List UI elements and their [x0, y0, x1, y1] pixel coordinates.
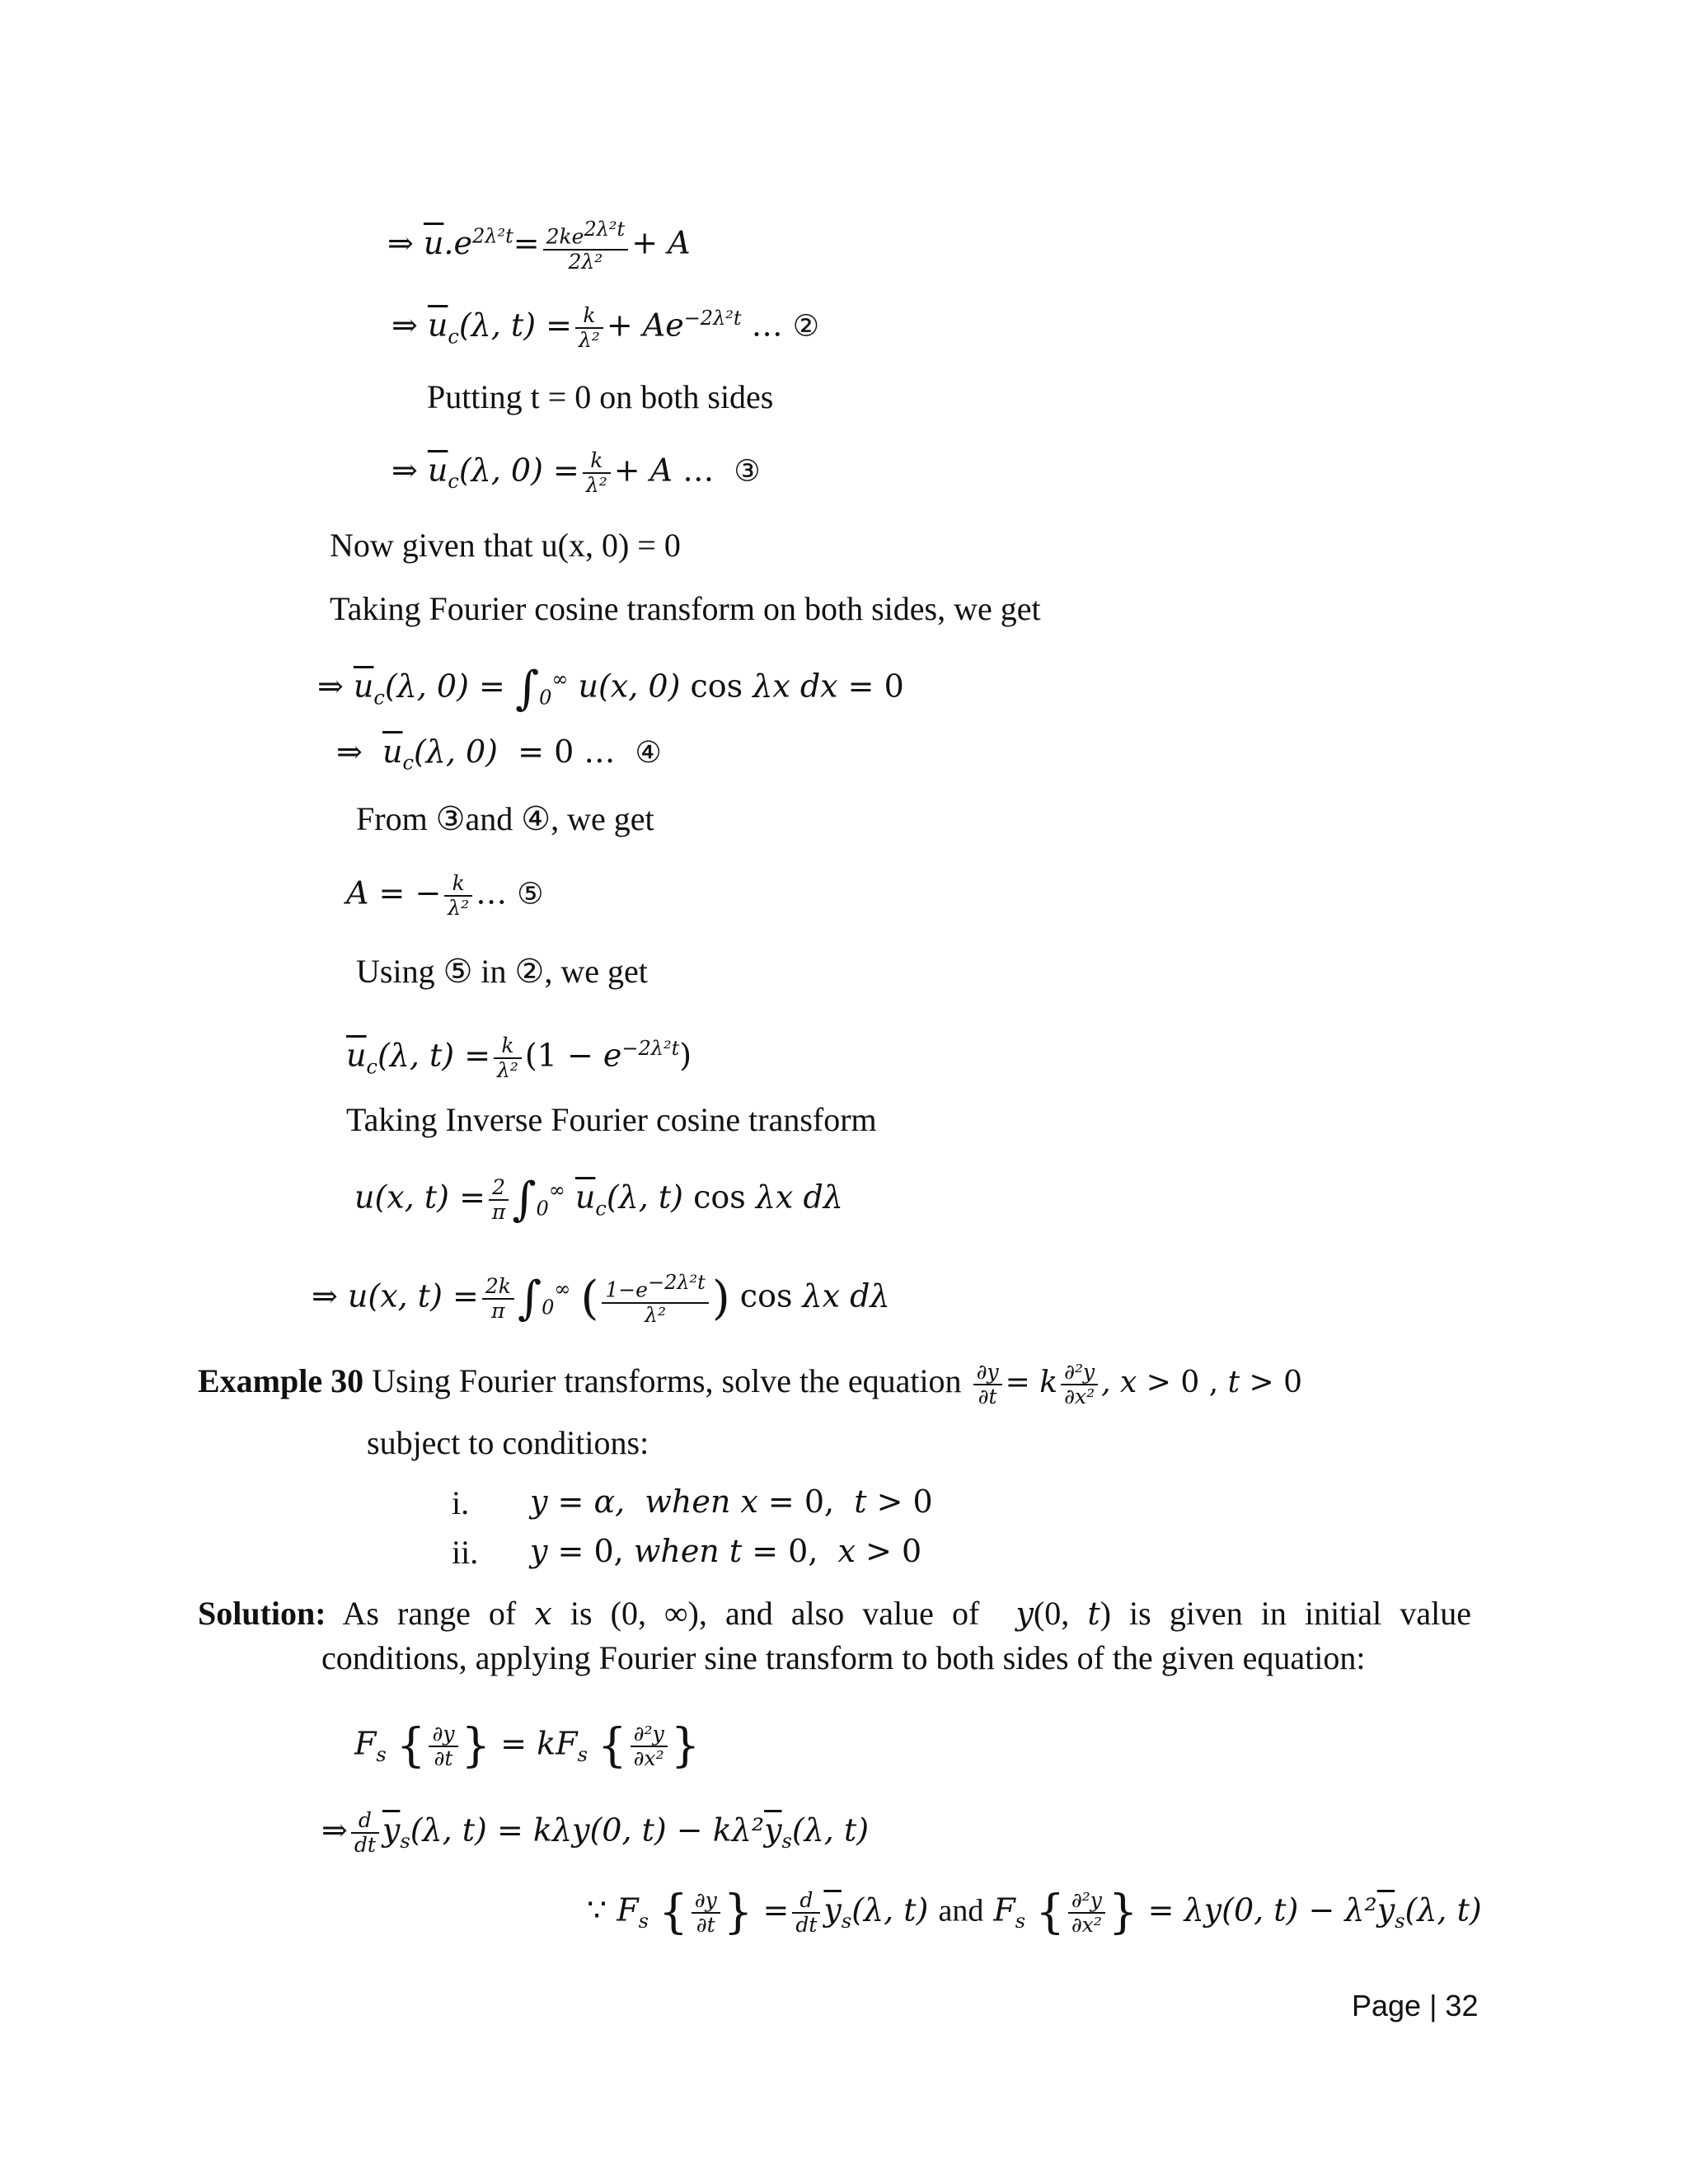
- fraction: $\frac{\partial y}{\partial t}$: [429, 1722, 457, 1770]
- example-equation: $\frac{\partial y}{\partial t}$ = k $\frac{\text{∂²y}}{\text{∂x²}}$ , x > 0 , t > 0: [970, 1366, 1303, 1399]
- taking-inverse-text: Taking Inverse Fourier cosine transform: [346, 1101, 877, 1138]
- page-number: Page | 32: [1352, 1989, 1479, 2022]
- subject-text: subject to conditions:: [367, 1424, 649, 1461]
- solution-equation-2: ⇒ $\frac{d}{dt}$ $\overline{y}_s(\lambda$, t) = kλy(0, $t) - k\lambda^2\overline{y}_s(\lambda$, t): [321, 1808, 870, 1857]
- putting-text: Putting t = 0 on both sides: [427, 378, 774, 415]
- solution-line-1: Solution: As range of x is (0, ∞), and also value of y(0, t) is given in initial value: [198, 1595, 1471, 1632]
- fraction: $\frac{\text{∂²y}}{\text{∂x²}}$: [1061, 1361, 1098, 1408]
- example-text: Using Fourier transforms, solve the equation: [372, 1362, 962, 1399]
- fraction: $\frac{1-e^{-2\lambda^2t}}{\text{λ²}}$: [602, 1271, 709, 1326]
- condition-1-number: i.: [452, 1484, 470, 1521]
- solution-equation-3: ∵ $F_s$ { $\frac{\partial y}{\partial t}$ } = $\frac{d}{dt}$ $\overline{y}_s(\lambda$, t) and $F_s$ { $\frac{\text{∂²y}}{\text{∂x²}}$ } = λy(0, $t) - \lambda^2\overline{y}_s(\lambda$, t): [587, 1886, 1482, 1939]
- equation-line-1: ⇒ $\overline{u}.e^{2\lambda^2t}=$ $\frac{2ke^{2\lambda^2t}}{\text{2λ²}}$ + A: [387, 218, 691, 274]
- from-3-4-text: From ③and ④, we get: [356, 800, 654, 837]
- equation-line-2: ⇒ $\overline{u}_c(\lambda$, t) = $\frac{k}{\text{λ²}}$ + $Ae^{-2\lambda^2t}$ … ②: [392, 303, 820, 353]
- fraction: $\frac{2k}{\pi}$: [482, 1275, 514, 1323]
- equation-line-4: ⇒ $\overline{u}_c(\lambda$, $0) = \int_0^\infty$ u(x, 0) cos λx dx = 0: [317, 662, 904, 716]
- equation-line-8: u(x, t) = $\frac{2}{\pi}$ $\int_0^\infty$ $\overline{u}_c(\lambda$, t) cos λx dλ: [354, 1173, 843, 1227]
- example-30-statement: [198, 1360, 1471, 1408]
- equation-line-9: ⇒ u(x, t) = $\frac{2k}{\pi}$ $\int_0^\infty$ ( $\frac{1-e^{-2\lambda^2t}}{\text{λ²}}$ ) cos λx dλ: [312, 1271, 890, 1327]
- example-label: Example 30: [198, 1362, 364, 1399]
- solution-equation-1: $F_s$ { $\frac{\partial y}{\partial t}$ } = $kF_s$ { $\frac{\text{∂²y}}{\text{∂x²}}$ }: [354, 1719, 701, 1773]
- fraction: $\frac{\text{∂²y}}{\text{∂x²}}$: [1068, 1889, 1105, 1937]
- fraction: $\frac{k}{\text{λ²}}$: [444, 872, 472, 920]
- fraction: $\frac{k}{\text{λ²}}$: [575, 304, 603, 352]
- equation-line-7: $\overline{u}_c(\lambda$, t) = $\frac{k}{\text{λ²}}$ $(1 - e^{-2\lambda^2t})$: [346, 1033, 692, 1083]
- solution-line-2: conditions, applying Fourier sine transform to both sides of the given equation:: [321, 1639, 1366, 1676]
- solution-label: Solution:: [198, 1595, 326, 1632]
- fraction: $\frac{\partial y}{\partial t}$: [692, 1889, 720, 1937]
- fraction: $\frac{d}{dt}$: [351, 1809, 379, 1857]
- fraction: $\frac{k}{\text{λ²}}$: [583, 449, 611, 497]
- condition-2: y = 0, when t = 0, x > 0: [530, 1533, 922, 1569]
- fraction: $\frac{2ke^{2\lambda^2t}}{\text{2λ²}}$: [543, 218, 629, 273]
- condition-1: y = α, when x = 0, t > 0: [530, 1483, 933, 1520]
- equation-text: ⇒ $\overline{u}.e^{2\lambda^2t}=$: [387, 224, 540, 261]
- fraction: $\frac{2}{\pi}$: [489, 1176, 509, 1224]
- fraction: $\frac{d}{dt}$: [792, 1889, 820, 1937]
- fraction: $\frac{\partial y}{\partial t}$: [973, 1361, 1002, 1408]
- fraction: $\frac{k}{\text{λ²}}$: [494, 1034, 522, 1082]
- equation-line-5: ⇒ $\overline{u}_c(\lambda$, 0) = 0 … ④: [336, 733, 662, 775]
- fraction: $\frac{\text{∂²y}}{\text{∂x²}}$: [631, 1722, 668, 1770]
- now-given-text: Now given that u(x, 0) = 0: [330, 527, 681, 564]
- condition-2-number: ii.: [452, 1534, 479, 1571]
- using-5-text: Using ⑤ in ②, we get: [356, 953, 648, 990]
- equation-line-6: A = − $\frac{k}{\text{λ²}}$ … ⑤: [346, 871, 544, 920]
- taking-cosine-text: Taking Fourier cosine transform on both sides, we get: [330, 590, 1041, 627]
- equation-line-3: ⇒ $\overline{u}_c(\lambda$, 0) = $\frac{k}{\text{λ²}}$ + A … ③: [392, 448, 761, 497]
